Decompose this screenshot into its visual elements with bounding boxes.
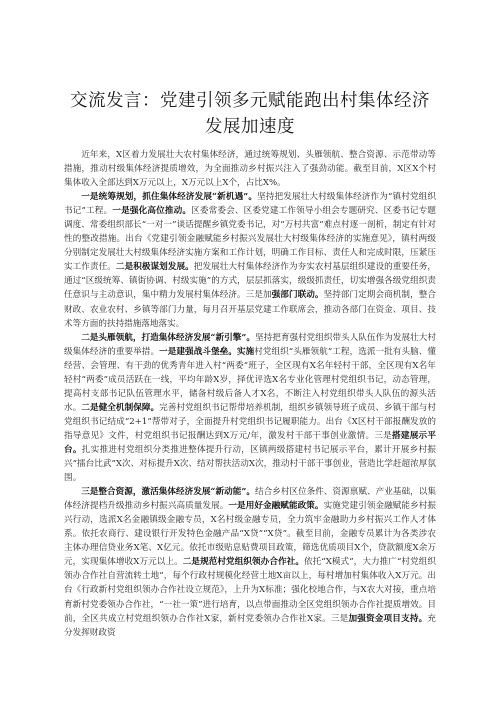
text-run: 把发展壮大村集体经济作为夯实农村基层组织建设的重要任务，通过“区级统筹、镇街协调、村级实施”的方式，层层抓落实，级级抓责任，切实增强各级党组织责任意识与主动意识，集中精力发展村集体经济。三是加 — [64, 262, 436, 301]
bold-run: 二是规范村党组织领办合作社。 — [182, 557, 304, 568]
text-run: 村党组织“头雁领航”工程，选派一批有头脑、懂经营、会管理、有干劲的优秀青年进入村“两委”班子，全区现有X名年轻村干部，全区现有X名年轻村“两委”成员活跃在一线，平均年龄X岁，择优评选X名专业化管理村党组织书记，动态管理，提高村支部书记队伍管理水平，储备村级后备人才X名，不断注入村党组织带头人队伍的源头活水。 — [64, 346, 436, 413]
text-run: 区委常委会、区委党建工作领导小组会专题研究、区委书记专题调度、常委组织部长“一对一”谈话提醒乡镇党委书记，对“万村共富”难点村逐一剖析，制定有针对性的整改措施。出台《党建引领金融赋能乡村振兴发展壮大村级集体经济的实施意见》，镇村两级分别制定发展壮大村级集体经济实施方案和工作计划，明确工作目标、责任人和完成时限，压紧压实工作责任。 — [64, 206, 436, 273]
bold-run: 强部门联动。 — [271, 290, 324, 301]
text-run: 实施党建引领金融赋能乡村振兴行动，选派X名金融镇级金融专员，X名村级金融专员，全力筑牢金融助力乡村振兴工作人才体系。依托农商行、建设银行开发特色金融产品“X贷”“X贷”。截至目前，金融专员累计为各类涉农主体办理信贷业务X笔、X亿元。依托市级贴息贴费项目政策，筛选优质项目X个，贷款额度X余万元，实现集体增收X万元以上。 — [64, 501, 436, 568]
text-run: 近年来，X区着力发展壮大农村集体经济，通过统筹规划、头雁领航、整合资源、示范带动等措施，推动村级集体经济提质增效，为全面推动乡村振兴注入了强劲动能。截至目前，X区X个村集体收入全部达到X万元以上，X万元以上X个，占比X%。 — [64, 150, 436, 189]
bold-run: 三是整合资源，激活集体经济发展“新动能”。 — [81, 487, 255, 498]
text-run: 扎实推进村党组织分类推进整体提升行动，区镇两级搭建村书记展示平台，累计开展乡村振兴“擂台比武”X次、对标提升X次、结对帮扶活动X次，推动村干部干事创业，营造比学赶超浓厚氛围。 — [64, 444, 436, 484]
bold-run: 二是头雁领航，打造集体经济发展“新引擎”。 — [81, 332, 255, 343]
text-run: 充分发挥财政资 — [64, 613, 436, 638]
text-run: 完善村党组织书记帮带培养机制，组织乡镇领导班子成员、乡镇干部与村党组织书记结成“2+1”帮带对子，全面提升村党组织书记履职能力。出台《X区村干部报酬发放的指导意见》文件，村党组织书记报酬达到X万元/年，激发村干部干事创业激情。三是 — [64, 402, 436, 441]
paragraph — [64, 485, 436, 640]
bold-run: 加强资金项目支持。 — [348, 613, 428, 624]
bold-run: 一是用好金融赋能政策。 — [228, 501, 324, 512]
text-run: 坚持把发展壮大村级集体经济作为“镇村党组织书记”工程。 — [64, 192, 436, 217]
bold-run: 一是强化高位推动。 — [112, 206, 192, 217]
bold-run: 搭建展示平台。 — [64, 430, 436, 455]
paragraph — [64, 190, 436, 330]
document-title — [64, 88, 436, 140]
document-body — [64, 148, 436, 640]
bold-run: 一是建强战斗堡垒。实施 — [159, 346, 255, 357]
bold-run: 二是积极谋划发展。 — [115, 262, 194, 273]
paragraph — [64, 331, 436, 486]
paragraph — [64, 148, 436, 190]
bold-run: 一是统筹规划，抓住集体经济发展“新机遇”。 — [81, 192, 258, 203]
text-run: 结合乡村区位条件、资源禀赋、产业基础，以集体经济提档升级推动乡村振兴高质量发展。 — [64, 487, 436, 512]
text-run: 依托“X模式”，大力推广“村党组织领办合作社自营流转土地”，每个行政村规模化经营土地X亩以上，每村增加村集体收入X万元。出台《行政新村党组织领办合作社设立规范》，上升为X标准；强化校地合作，与X农大对接，重点培育新村党委领办合作社，“一社一策”进行培育，以点带面推动全区党组织领办合作社提质增效。目前，全区共成立村党组织领办合作社X家，新村党委领办合作社X家。三是 — [64, 557, 436, 624]
text-run: 坚持部门定期会商机制，整合财政、农业农村、乡镇等部门力量，每月召开基层党建工作联席会，推动各部门在资金、项目、技术等方面的扶持措施落地落实。 — [64, 290, 436, 329]
title-line-2: 发展加速度 — [205, 117, 295, 137]
bold-run: 二是健全机制保障。 — [81, 402, 160, 413]
text-run: 坚持把育强村党组织带头人队伍作为发展壮大村级集体经济的重要举措。 — [64, 332, 436, 357]
title-line-1: 交流发言：党建引领多元赋能跑出村集体经济 — [70, 91, 430, 111]
